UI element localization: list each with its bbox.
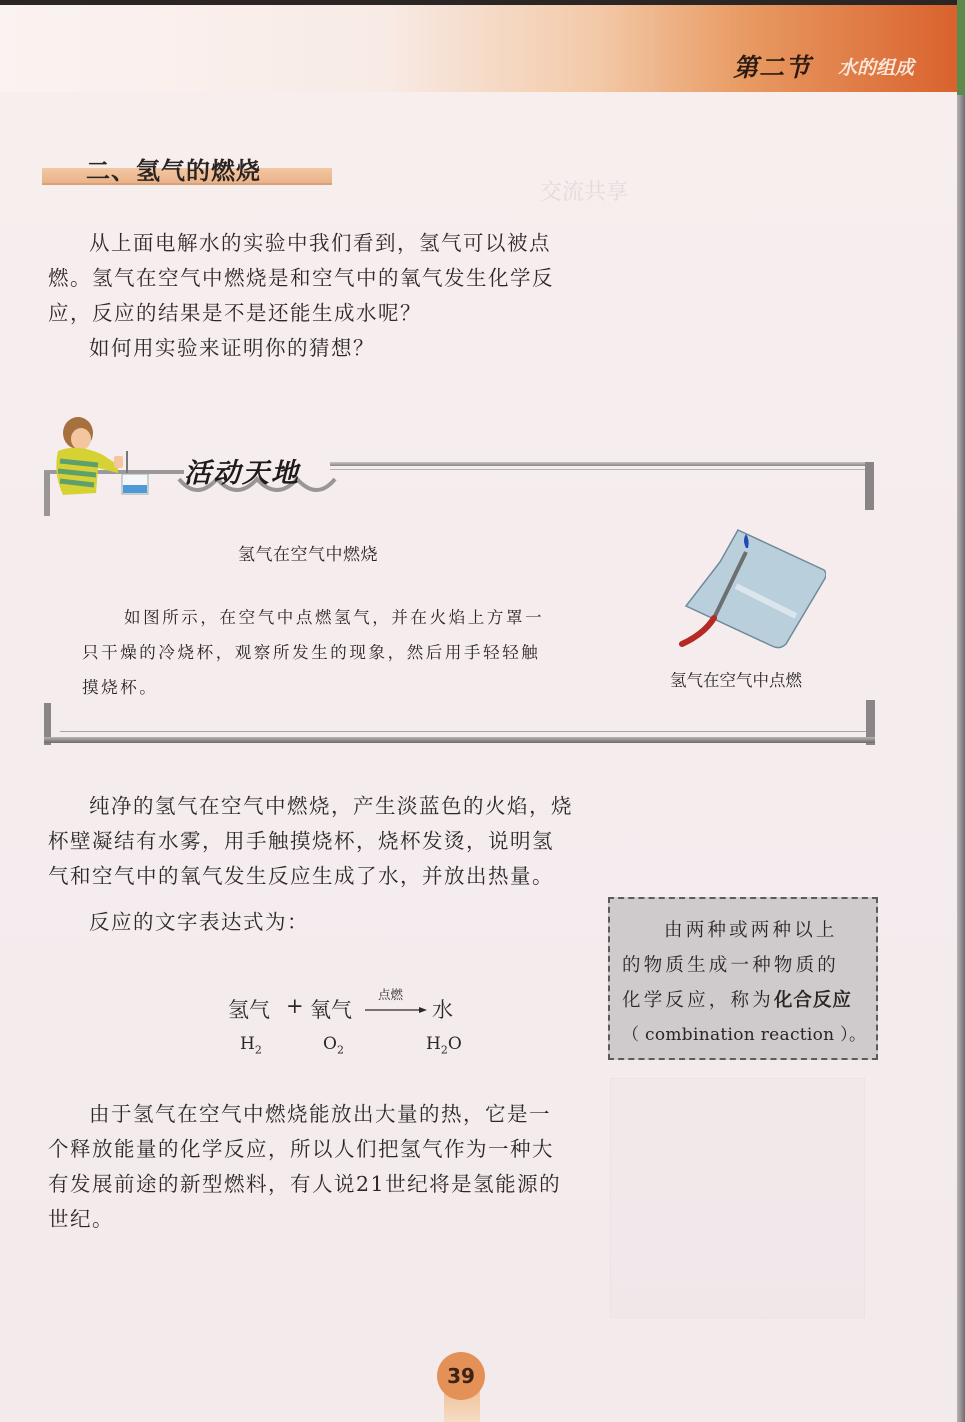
formula-subscript: 2 [440,1043,448,1057]
definition-text [622,913,866,1053]
text-line: 由两种或两种以上 [664,920,838,941]
formula-symbol: H [240,1034,255,1054]
formula-subscript: 2 [254,1043,262,1057]
text-line: 纯净的氢气在空气中燃烧，产生淡蓝色的火焰，烧 [89,794,573,818]
text-line: 反应的文字表达式为： [89,910,309,934]
activity-frame-top-rule [330,462,870,466]
bleed-through-text: 交流共享 [540,180,629,205]
formula-water [426,1034,462,1056]
page-right-edge [957,0,965,1422]
header-band [0,5,957,92]
formula-symbol: H [426,1034,441,1054]
equation-condition: 点燃 [378,987,404,1002]
text-line: 从上面电解水的实验中我们看到，氢气可以被点 [89,231,551,255]
observation-paragraph [48,789,573,894]
text-line: 个释放能量的化学反应，所以人们把氢气作为一种大 [48,1137,554,1161]
text-line: 应，反应的结果是不是还能生成水呢？ [48,301,422,325]
activity-banner [172,447,337,497]
text-line [622,983,866,1018]
key-term: 化合反应 [773,990,852,1011]
formula-symbol: O [447,1034,462,1054]
text-line: 燃。氢气在空气中燃烧是和空气中的氧气发生化学反 [48,266,554,290]
equation-product: 水 [432,998,453,1022]
text-line: 由于氢气在空气中燃烧能放出大量的热，它是一 [89,1102,551,1126]
activity-frame-bottom-rule-thin [60,731,866,732]
text-line: 如何用实验来证明你的猜想？ [89,336,375,360]
text-line: 摸烧杯。 [82,678,159,697]
equation-intro [89,905,309,940]
section-heading: 二、氢气的燃烧 [86,157,261,185]
intro-paragraph [48,226,554,366]
reaction-arrow-icon [365,1006,427,1014]
text-line: 世纪。 [48,1207,114,1231]
hydrogen-burning-figure-icon [676,526,826,656]
activity-instructions [82,600,544,705]
formula-oxygen [323,1034,344,1056]
formula-symbol: O [323,1034,337,1054]
activity-frame-right-post [865,462,874,510]
activity-subtitle: 氢气在空气中燃烧 [238,545,378,565]
conclusion-paragraph [48,1097,561,1237]
activity-banner-title: 活动天地 [184,458,300,489]
figure-caption: 氢气在空气中点燃 [670,671,802,690]
text-line: 气和空气中的氧气发生反应生成了水，并放出热量。 [48,864,554,888]
activity-frame-top-rule-thin [330,469,870,470]
equation-reactant-1: 氢气 [228,998,270,1022]
equation-plus: + [286,994,304,1018]
definition-box [608,897,878,1060]
chapter-title: 水的组成 [838,57,915,79]
page-tab-edge [957,0,965,95]
english-term: （ combination reaction ）。 [622,1025,867,1045]
formula-hydrogen [240,1034,262,1056]
formula-subscript: 2 [336,1043,344,1057]
bleed-through-box [610,1078,865,1318]
text-line: 只干燥的冷烧杯，观察所发生的现象，然后用手轻轻触 [82,643,541,662]
section-number: 第二节 [733,53,812,82]
text-span: 化学反应，称为 [622,990,774,1011]
text-line: 的物质生成一种物质的 [622,955,840,976]
text-line: 有发展前途的新型燃料，有人说21世纪将是氢能源的 [48,1172,562,1196]
activity-frame-bottom-rule [44,737,875,743]
water-beaker-icon [121,473,149,495]
page-number-badge [437,1352,485,1400]
text-line: 如图所示，在空气中点燃氢气，并在火焰上方罩一 [124,608,545,627]
equation-reactant-2: 氧气 [310,998,352,1022]
text-line: 杯壁凝结有水雾，用手触摸烧杯，烧杯发烫，说明氢 [48,829,554,853]
page-number: 39 [447,1364,475,1388]
